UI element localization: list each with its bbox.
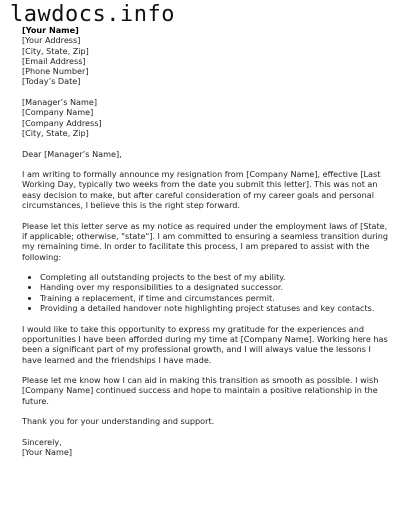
- recipient-name: [Manager’s Name]: [22, 97, 98, 108]
- body-paragraph: I am writing to formally announce my resignation from [Company Name], effective [Last Working Day, typically two weeks from the date you submit this letter]. This was not an easy decision to make, but after careful consideration of my career goals and personal circumstances, I believe this is the right step forward.: [22, 169, 381, 211]
- salutation: Dear [Manager’s Name],: [22, 148, 122, 159]
- sender-email: [Email Address]: [22, 55, 86, 66]
- sender-city: [City, State, Zip]: [22, 45, 89, 56]
- body-paragraph: Please let this letter serve as my notice as required under the employment laws of [State, if applicable; otherwise, "state"]. I am committed to ensuring a seamless transition during my remaining time. In order to facilitate this process, I am prepared to assist with the following:: [22, 220, 388, 262]
- sign-off: Sincerely,: [22, 436, 62, 447]
- list-item: • Completing all outstanding projects to the best of my ability.: [40, 272, 388, 282]
- recipient-city: [City, State, Zip]: [22, 127, 89, 138]
- sender-address: [Your Address]: [22, 35, 81, 46]
- recipient-company: [Company Name]: [22, 107, 94, 118]
- resignation-letter: [22, 25, 388, 457]
- letter-date: [Today’s Date]: [22, 76, 81, 87]
- body-paragraph: Thank you for your understanding and support.: [22, 416, 215, 427]
- sender-phone: [Phone Number]: [22, 66, 89, 77]
- sender-name: [Your Name]: [22, 25, 79, 35]
- body-paragraph: I would like to take this opportunity to express my gratitude for the experiences and opportunities I have been afforded during my time at [Company Name]. Working here has been a significant part of my professional growth, and I will always value the lessons I have learned and the friendships I have made.: [22, 323, 388, 365]
- list-item: • Training a replacement, if time and circumstances permit.: [40, 293, 388, 303]
- closing-block: [22, 437, 388, 458]
- sender-block: [22, 25, 388, 87]
- recipient-address: [Company Address]: [22, 117, 102, 128]
- recipient-block: [22, 97, 388, 138]
- list-item: • Providing a detailed handover note highlighting project statuses and key contacts.: [40, 303, 388, 313]
- list-item: • Handing over my responsibilities to a designated successor.: [40, 282, 388, 292]
- assistance-list: [22, 272, 388, 313]
- site-watermark: lawdocs.info: [10, 2, 175, 27]
- body-paragraph: Please let me know how I can aid in making this transition as smooth as possible. I wish [Company Name] continued success and hope to maintain a positive relationship in the future.: [22, 375, 379, 406]
- signature-name: [Your Name]: [22, 447, 73, 458]
